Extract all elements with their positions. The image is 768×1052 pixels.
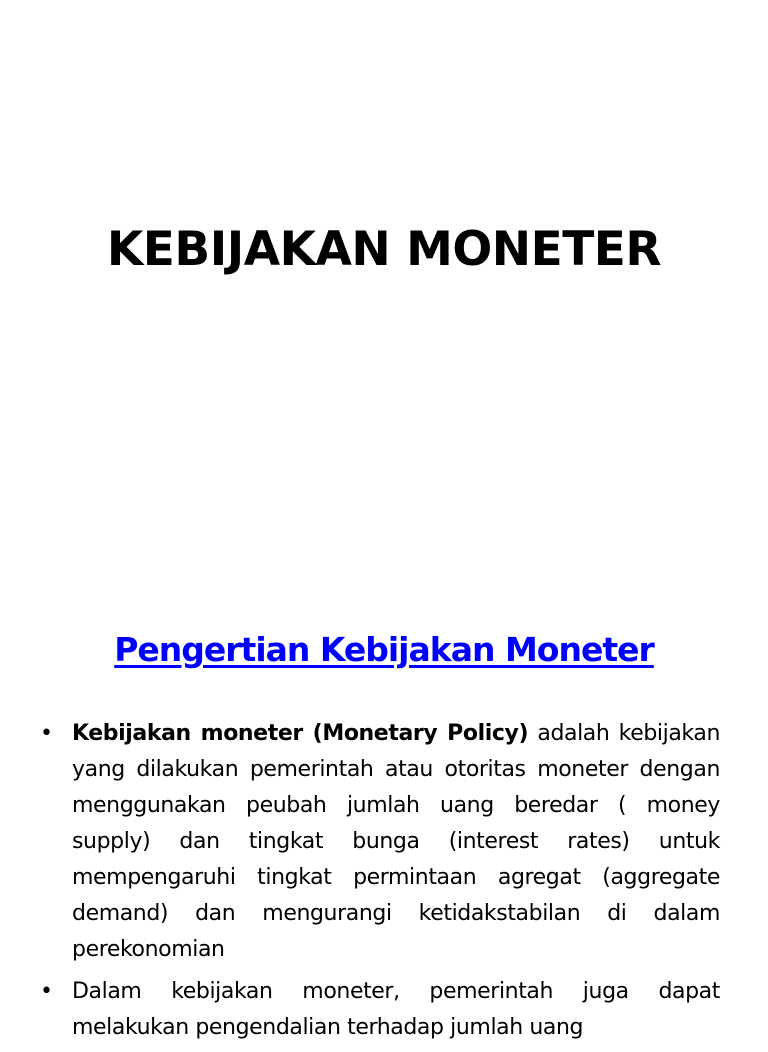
section-heading	[0, 624, 768, 676]
bullet-item-definition	[40, 716, 720, 968]
bullet-term: Kebijakan moneter (Monetary Policy)	[72, 721, 529, 746]
bullet-dot-icon: •	[40, 979, 53, 1004]
section-heading-link[interactable]: Pengertian Kebijakan Moneter	[114, 630, 654, 669]
bullet-dot-icon: •	[40, 721, 53, 746]
slide-title: KEBIJAKAN MONETER	[106, 222, 662, 277]
bullet-list	[40, 716, 720, 1052]
bullet-item-control	[40, 974, 720, 1046]
bullet-text: Dalam kebijakan moneter, pemerintah juga dapat melakukan pengendalian terhadap jumlah uang	[72, 979, 720, 1040]
bullet-text: adalah kebijakan yang dilakukan pemerintah atau otoritas moneter dengan menggunakan peubah jumlah uang beredar ( money supply) dan tingkat bunga (interest rates) untuk mempengaruhi tingkat permintaan agregat (aggregate demand) dan mengurangi ketidakstabilan di dalam perekonomian	[72, 721, 720, 962]
